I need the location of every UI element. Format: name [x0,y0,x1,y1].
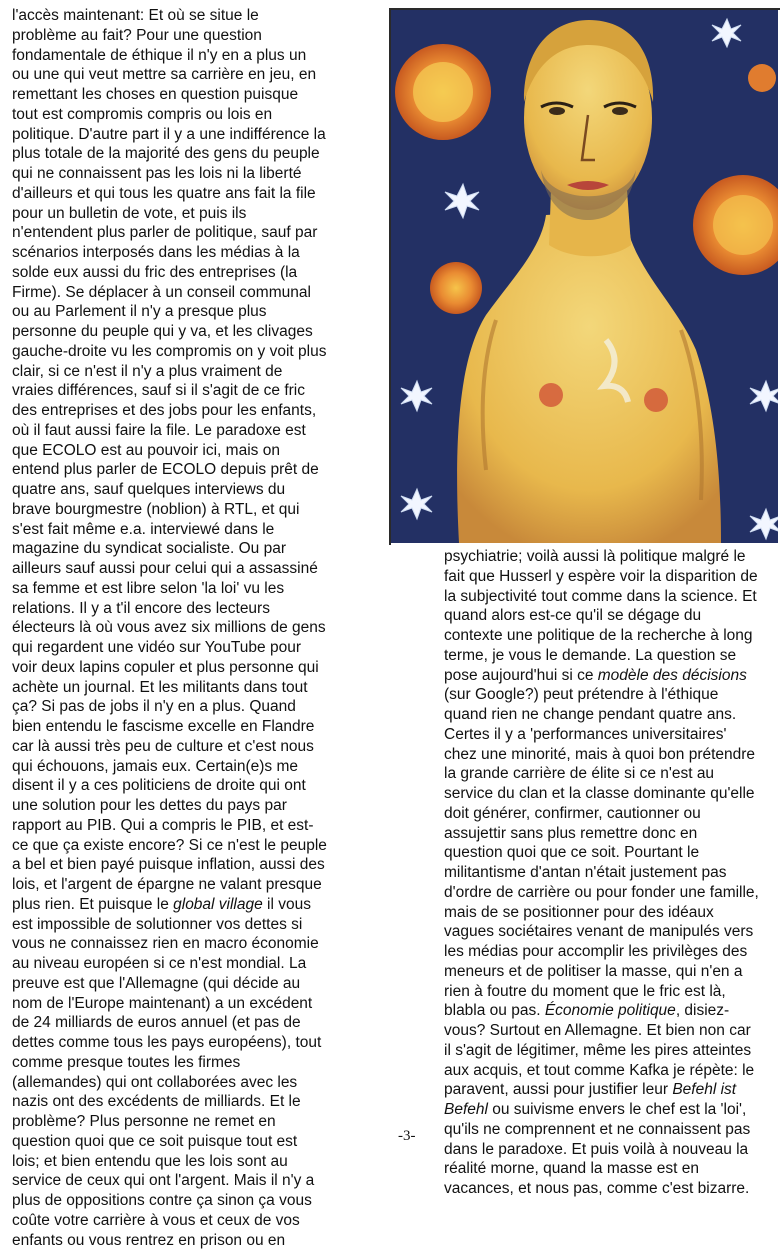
text-line: coûte votre carrière à vous et ceux de vos [12,1211,384,1231]
text-line: service de ceux qui ont l'argent. Mais il n'y a [12,1171,384,1191]
text-line: service du clan et la classe dominante qu'elle [444,784,774,804]
text-line: Certes il y a 'performances universitaires' [444,725,774,745]
text-line: d'ailleurs et qui tous les quatre ans fait la file [12,184,384,204]
text-line: est impossible de solutionner vos dettes si [12,915,384,935]
text-line: scénarios interposés dans les médias à la [12,243,384,263]
text-line: électeurs là où vous avez six millions de gens [12,618,384,638]
text-line: problème? Plus personne ne remet en [12,1112,384,1132]
text-line: d'ordre de carrière ou pour fonder une famille, [444,883,774,903]
text-column-left [12,6,384,1250]
text-line: meneurs et de politiser la masse, qui n'en a [444,962,774,982]
text-line: assujettir sans plus remettre donc en [444,824,774,844]
text-line: sa femme et est libre selon 'la loi' vu les [12,579,384,599]
text-line: il s'agit de légitimer, même les pires atteintes [444,1041,774,1061]
text-line: relations. Il y a t'il encore des lecteurs [12,599,384,619]
sun-top-right [748,64,776,92]
text-line: mais de se positionner pour des idéaux [444,903,774,923]
text-line: rapport au PIB. Qui a compris le PIB, et est- [12,816,384,836]
text-line: Befehl ou suivisme envers le chef est la 'loi', [444,1100,774,1120]
text-column-right [444,547,774,1199]
text-line: Firme). Se déplacer à un conseil communal [12,283,384,303]
text-line: vous? Surtout en Allemagne. Et bien non car [444,1021,774,1041]
text-line: lois, et l'argent de épargne ne valant presque [12,875,384,895]
text-line: solde eux aussi du fric des entreprises (la [12,263,384,283]
text-line: quand alors est-ce qu'il se dégage du [444,606,774,626]
text-line: qui regardent une vidéo sur YouTube pour [12,638,384,658]
text-line: fondamentale de éthique il n'y en a plus un [12,46,384,66]
text-line: plus de oppositions contre ça sinon ça vous [12,1191,384,1211]
text-line: vraies différences, sauf si il s'agit de ce fric [12,381,384,401]
text-line: paravent, aussi pour justifier leur Befehl ist [444,1080,774,1100]
sun-left-small [430,262,482,314]
text-line: quand rien ne change pendant quatre ans. [444,705,774,725]
text-line: réalité morne, quand la masse est en [444,1159,774,1179]
text-line: contexte une politique de la recherche à long [444,626,774,646]
text-line: enfants ou vous rentrez en prison ou en [12,1231,384,1250]
text-line: dettes comme tous les pays européens), tout [12,1033,384,1053]
text-line: psychiatrie; voilà aussi là politique malgré le [444,547,774,567]
text-line: rien à foutre du moment que le fric est là, [444,982,774,1002]
text-line: ou au Parlement il n'y a presque plus [12,302,384,322]
text-line: a bel et bien payé puisque inflation, aussi des [12,855,384,875]
text-line: comme presque toutes les firmes [12,1053,384,1073]
text-line: s'est fait même e.a. interviewé dans le [12,520,384,540]
text-line: des entreprises et des jobs pour les enfants, [12,401,384,421]
text-line: la subjectivité tout comme dans la science. Et [444,587,774,607]
text-line: chez une minorité, mais à quoi bon prétendre [444,745,774,765]
text-line: fait que Husserl y espère voir la disparition de [444,567,774,587]
text-line: plus totale de la majorité des gens du peuple [12,144,384,164]
text-line: personne du peuple qui y va, et les clivages [12,322,384,342]
text-line: question quoi que ce soit puisque tout est [12,1132,384,1152]
text-line: nom de l'Europe maintenant) a un excédent [12,994,384,1014]
text-line: qui échouons, jamais eux. Certain(e)s me [12,757,384,777]
text-line: car là aussi très peu de culture et c'est nous [12,737,384,757]
text-line: nazis ont des excédents de milliards. Et le [12,1092,384,1112]
text-line: lois; et bien entendu que les lois sont au [12,1152,384,1172]
text-line: (allemandes) qui ont collaborées avec les [12,1073,384,1093]
text-line: (sur Google?) peut prétendre à l'éthique [444,685,774,705]
text-line: ailleurs sauf aussi pour celui qui a assassiné [12,559,384,579]
text-line: militantisme d'antan n'était justement pas [444,863,774,883]
text-line: où il faut aussi faire la file. Le paradoxe est [12,421,384,441]
text-line: ou une qui veut mettre sa carrière en jeu, en [12,65,384,85]
text-line: bien entendu le fascisme excelle en Flandre [12,717,384,737]
text-line: au niveau européen si ce n'est mondial. La [12,954,384,974]
text-line: l'accès maintenant: Et où se situe le [12,6,384,26]
text-line: magazine du syndicat socialiste. Ou par [12,539,384,559]
text-line: de 24 milliards de euros annuel (et pas de [12,1013,384,1033]
text-line: question quoi que ce soit. Pourtant le [444,843,774,863]
text-line: aux acquis, et tout comme Kafka je répète: le [444,1061,774,1081]
text-line: doit générer, confirmer, cautionner ou [444,804,774,824]
text-line: blabla ou pas. Économie politique, disiez- [444,1001,774,1021]
text-line: politique. D'autre part il y a une indifférence la [12,125,384,145]
text-line: ce que ça existe encore? Si ce n'est le peuple [12,836,384,856]
text-line: dans le paradoxe. Et puis voilà à nouveau la [444,1140,774,1160]
text-line: n'entendent plus parler de politique, sauf par [12,223,384,243]
text-line: voir deux lapins copuler et plus personne qui [12,658,384,678]
text-line: entend plus parler de ECOLO depuis prêt de [12,460,384,480]
text-line: preuve est que l'Allemagne (qui décide au [12,974,384,994]
text-line: brave bourgmestre (noblion) à RTL, et qui [12,500,384,520]
portrait-painting [389,8,780,545]
text-line: clair, si ce n'est il n'y a plus vraiment de [12,362,384,382]
text-line: problème au fait? Pour une question [12,26,384,46]
text-line: disent il y a ces politiciens de droite qui ont [12,776,384,796]
text-line: vagues sociétaires venant de manipulés vers [444,922,774,942]
text-line: pour un bulletin de vote, et puis ils [12,204,384,224]
page-number: -3- [398,1128,416,1145]
text-line: pose aujourd'hui si ce modèle des décisions [444,666,774,686]
text-line: quatre ans, sauf quelques interviews du [12,480,384,500]
text-line: vacances, et nous pas, comme c'est bizarre. [444,1179,774,1199]
painting-canvas [391,10,778,543]
text-line: vous ne connaissez rien en macro économie [12,934,384,954]
text-line: achète un journal. Et les militants dans tout [12,678,384,698]
text-line: les médias pour accomplir les privilèges des [444,942,774,962]
text-line: la grande carrière de élite si ce n'est au [444,764,774,784]
text-line: gauche-droite vu les compromis on y voit plus [12,342,384,362]
text-line: une solution pour les dettes du pays par [12,796,384,816]
text-line: ça? Si pas de jobs il n'y en a plus. Quand [12,697,384,717]
text-line: terme, je vous le demande. La question se [444,646,774,666]
text-line: que ECOLO est au pouvoir ici, mais on [12,441,384,461]
text-line: tout est compromis compris ou lois en [12,105,384,125]
text-line: plus rien. Et puisque le global village il vous [12,895,384,915]
text-line: remettant les choses en question puisque [12,85,384,105]
text-line: qui ne connaissent pas les lois ni la liberté [12,164,384,184]
text-line: qu'ils ne comprennent et ne connaissent pas [444,1120,774,1140]
